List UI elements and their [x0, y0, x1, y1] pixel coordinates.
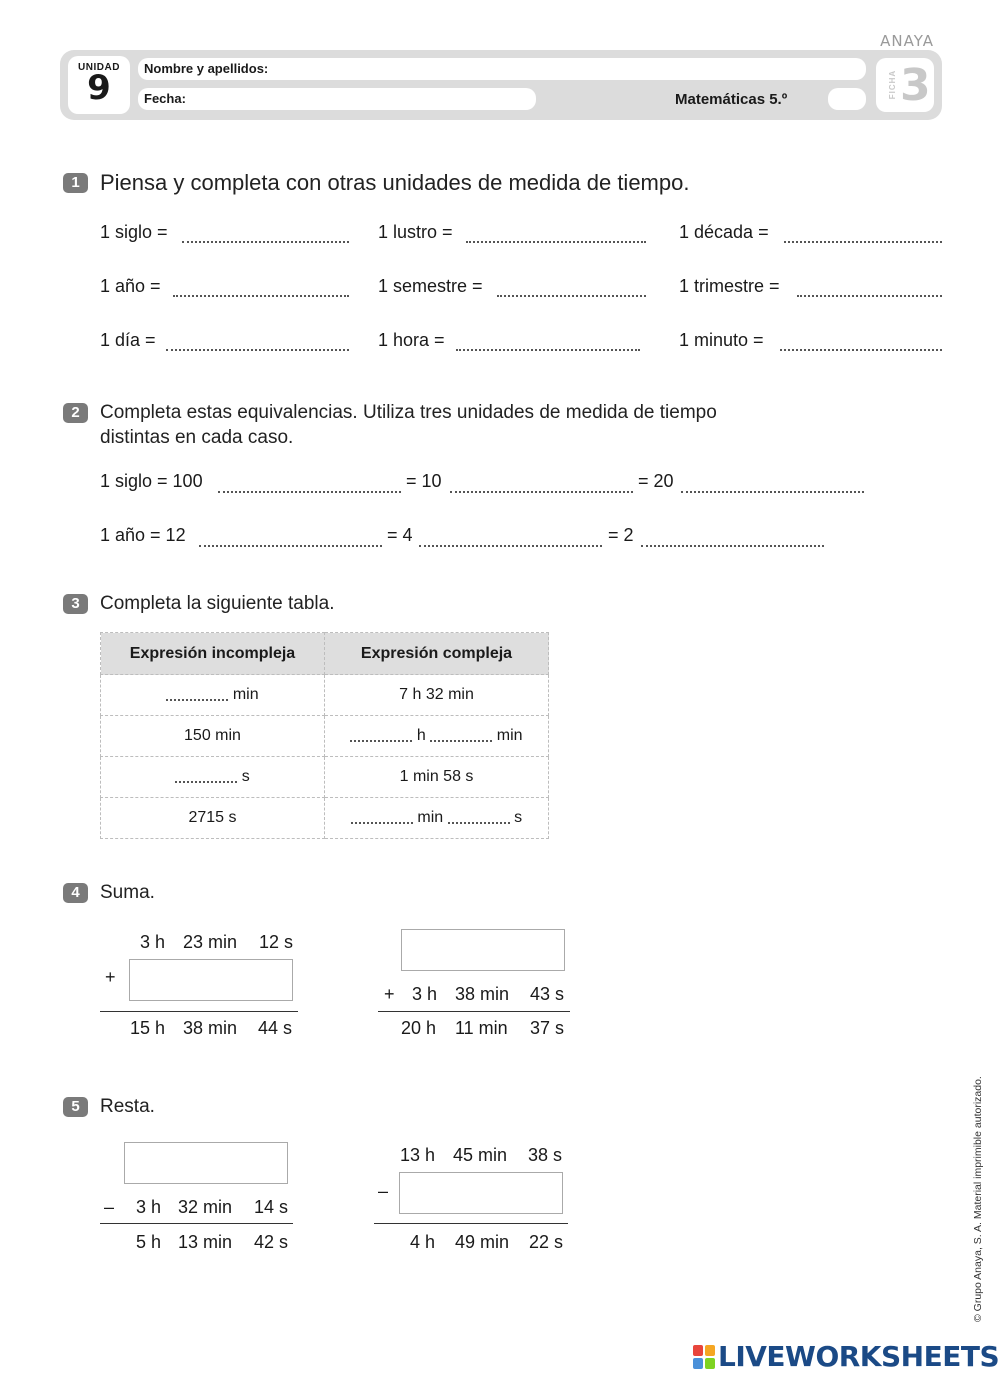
table-row — [101, 757, 549, 798]
answer-blank[interactable] — [466, 241, 646, 243]
q3-number-badge: 3 — [63, 594, 88, 614]
minus-sign: – — [104, 1197, 115, 1217]
result-seconds: 37 s — [530, 1018, 565, 1038]
ficha-number: 3 — [900, 60, 931, 111]
answer-blank[interactable] — [350, 740, 412, 742]
table-header: Expresión compleja — [325, 633, 549, 675]
q1-item: 1 lustro = — [378, 222, 453, 242]
table-row — [101, 675, 549, 716]
copyright-notice: © Grupo Anaya, S. A. Material imprimible autorizado. — [972, 1076, 984, 1322]
table-header: Expresión incompleja — [101, 633, 325, 675]
q1-item: 1 década = — [679, 222, 769, 242]
plus-sign: + — [105, 967, 116, 987]
answer-blank[interactable] — [173, 295, 349, 297]
answer-box[interactable] — [401, 929, 565, 971]
operand-minutes: 23 min — [183, 932, 238, 952]
q2-term: = 4 — [387, 525, 413, 545]
table-row — [101, 716, 549, 757]
answer-blank[interactable] — [641, 545, 824, 547]
sum-line — [378, 1011, 570, 1012]
ficha-box — [876, 58, 934, 112]
table-cell: 2715 s — [101, 798, 325, 839]
q2-title-line2: distintas en cada caso. — [100, 427, 294, 448]
table-cell-unit: h — [416, 727, 426, 744]
q1-number-badge: 1 — [63, 173, 88, 193]
table-cell-unit: min — [496, 727, 523, 744]
result-hours: 20 h — [401, 1018, 437, 1038]
result-hours: 5 h — [136, 1232, 162, 1252]
unit-label: UNIDAD — [78, 62, 120, 73]
answer-blank[interactable] — [681, 491, 864, 493]
result-minutes: 11 min — [455, 1018, 508, 1038]
q2-term: 1 siglo = 100 — [100, 471, 203, 491]
q2-term: = 20 — [638, 471, 674, 491]
operand-hours: 13 h — [400, 1145, 436, 1165]
table-cell-unit: min — [417, 809, 444, 826]
date-label: Fecha: — [144, 91, 186, 106]
table-cell: 1 min 58 s — [325, 757, 549, 798]
result-seconds: 44 s — [258, 1018, 293, 1038]
operand-seconds: 43 s — [530, 984, 565, 1004]
answer-blank[interactable] — [199, 545, 382, 547]
answer-blank[interactable] — [182, 241, 349, 243]
liveworksheets-logo-icon — [693, 1345, 717, 1371]
q2-number-badge: 2 — [63, 403, 88, 423]
result-hours: 15 h — [130, 1018, 166, 1038]
answer-blank[interactable] — [784, 241, 942, 243]
table-cell: 7 h 32 min — [325, 675, 549, 716]
q3-title: Completa la siguiente tabla. — [100, 593, 335, 614]
operand-seconds: 38 s — [528, 1145, 563, 1165]
q2-term: 1 año = 12 — [100, 525, 186, 545]
sum-line — [100, 1011, 298, 1012]
q5-number-badge: 5 — [63, 1097, 88, 1117]
grade-field[interactable] — [828, 88, 866, 110]
worksheet-header — [60, 50, 942, 120]
date-field[interactable] — [138, 88, 536, 110]
publisher-logo: ANAYA — [880, 32, 934, 50]
table-cell-unit: s — [241, 768, 250, 785]
q2-title-line1: Completa estas equivalencias. Utiliza tres unidades de medida de tiempo — [100, 402, 717, 423]
q1-item: 1 minuto = — [679, 330, 764, 350]
answer-blank[interactable] — [450, 491, 633, 493]
name-field[interactable] — [138, 58, 866, 80]
result-seconds: 42 s — [254, 1232, 289, 1252]
ficha-label: FICHA — [888, 69, 898, 100]
answer-blank[interactable] — [430, 740, 492, 742]
answer-box[interactable] — [124, 1142, 288, 1184]
subject-label: Matemáticas 5.º — [675, 91, 788, 108]
q1-item: 1 año = — [100, 276, 161, 296]
q1-item: 1 siglo = — [100, 222, 168, 242]
time-table — [100, 632, 549, 839]
operand-hours: 3 h — [140, 932, 166, 952]
operand-seconds: 12 s — [259, 932, 294, 952]
operand-minutes: 38 min — [455, 984, 510, 1004]
result-minutes: 13 min — [178, 1232, 233, 1252]
answer-box[interactable] — [399, 1172, 563, 1214]
answer-blank[interactable] — [166, 349, 349, 351]
unit-number: 9 — [87, 68, 111, 108]
q1-item: 1 hora = — [378, 330, 445, 350]
q4-title: Suma. — [100, 882, 155, 903]
q4-number-badge: 4 — [63, 883, 88, 903]
result-hours: 4 h — [410, 1232, 436, 1252]
answer-blank[interactable] — [175, 781, 237, 783]
result-minutes: 38 min — [183, 1018, 238, 1038]
answer-blank[interactable] — [218, 491, 401, 493]
subtraction-line — [374, 1223, 568, 1224]
answer-blank[interactable] — [166, 699, 228, 701]
result-seconds: 22 s — [529, 1232, 564, 1252]
name-label: Nombre y apellidos: — [144, 61, 269, 76]
table-cell: 150 min — [101, 716, 325, 757]
answer-blank[interactable] — [448, 822, 510, 824]
operand-hours: 3 h — [136, 1197, 162, 1217]
unit-box — [68, 56, 130, 114]
answer-blank[interactable] — [497, 295, 646, 297]
answer-blank[interactable] — [456, 349, 640, 351]
q1-title: Piensa y completa con otras unidades de medida de tiempo. — [100, 170, 690, 195]
liveworksheets-watermark: LIVEWORKSHEETS — [718, 1340, 1000, 1373]
q2-term: = 10 — [406, 471, 442, 491]
q1-item: 1 día = — [100, 330, 156, 350]
table-cell-unit: s — [514, 809, 523, 826]
answer-blank[interactable] — [780, 349, 942, 351]
minus-sign: – — [378, 1181, 389, 1201]
plus-sign: + — [384, 984, 395, 1004]
operand-minutes: 45 min — [453, 1145, 508, 1165]
answer-box[interactable] — [129, 959, 293, 1001]
table-cell-unit: min — [232, 686, 259, 703]
answer-blank[interactable] — [419, 545, 602, 547]
operand-hours: 3 h — [412, 984, 438, 1004]
operand-seconds: 14 s — [254, 1197, 289, 1217]
result-minutes: 49 min — [455, 1232, 510, 1252]
q5-title: Resta. — [100, 1096, 155, 1117]
q1-item: 1 semestre = — [378, 276, 483, 296]
subtraction-line — [100, 1223, 293, 1224]
q2-term: = 2 — [608, 525, 634, 545]
answer-blank[interactable] — [797, 295, 942, 297]
answer-blank[interactable] — [351, 822, 413, 824]
operand-minutes: 32 min — [178, 1197, 233, 1217]
q1-item: 1 trimestre = — [679, 276, 780, 296]
table-row — [101, 798, 549, 839]
